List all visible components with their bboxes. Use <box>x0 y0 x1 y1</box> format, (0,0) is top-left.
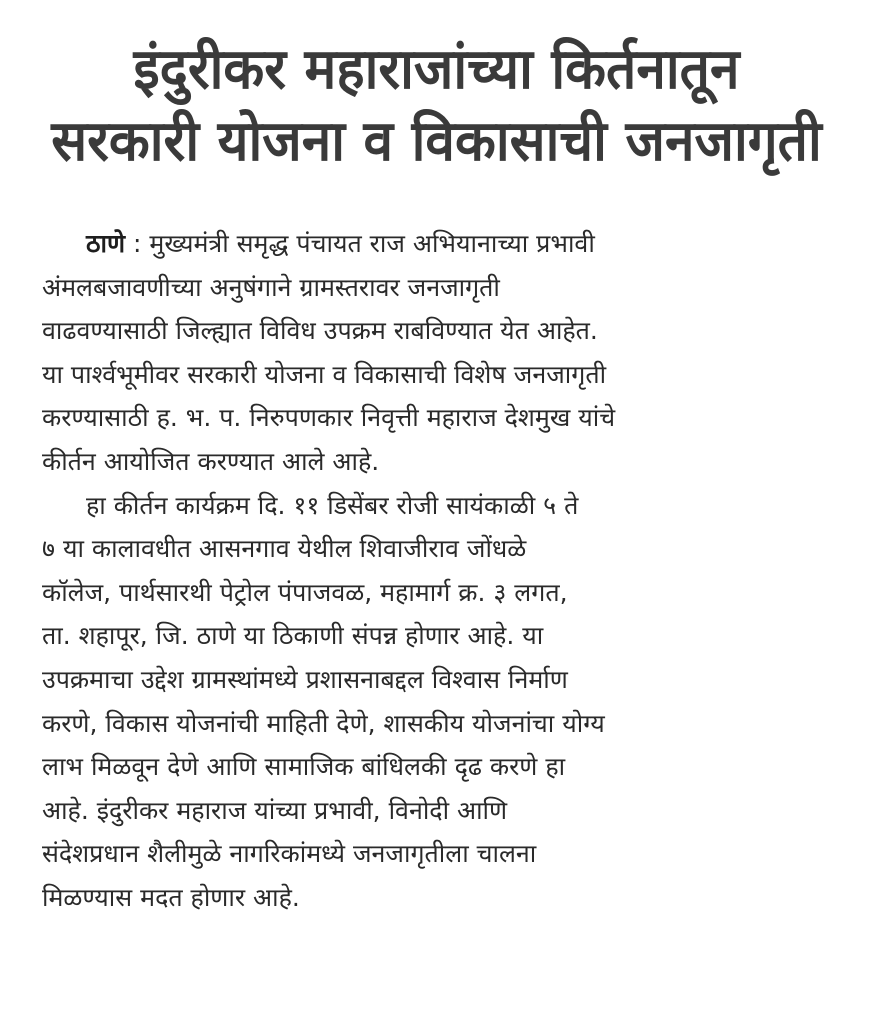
paragraph-2-line-8: आहे. इंदुरीकर महाराज यांच्या प्रभावी, विनोदी आणि <box>42 795 508 825</box>
paragraph-2-line-10: मिळण्यास मदत होणार आहे. <box>42 882 300 912</box>
paragraph-2-line-7: लाभ मिळवून देणे आणि सामाजिक बांधिलकी दृढ करणे हा <box>42 752 566 782</box>
paragraph-1-line-3: वाढवण्यासाठी जिल्ह्यात विविध उपक्रम राबविण्यात येत आहेत. <box>42 316 598 346</box>
headline-line-1: इंदुरीकर महाराजांच्या किर्तनातून <box>133 37 740 102</box>
paragraph-2-line-5: उपक्रमाचा उद्देश ग्रामस्थांमध्ये प्रशासनाबद्दल विश्वास निर्माण <box>42 664 568 694</box>
paragraph-2-line-3: कॉलेज, पार्थसारथी पेट्रोल पंपाजवळ, महामार्ग क्र. ३ लगत, <box>42 577 568 607</box>
paragraph-2-line-2: ७ या कालावधीत आसनगाव येथील शिवाजीराव जोंधळे <box>42 534 527 564</box>
paragraph-1-line-6: कीर्तन आयोजित करण्यात आले आहे. <box>42 446 380 476</box>
paragraph-2-line-9: संदेशप्रधान शैलीमुळे नागरिकांमध्ये जनजागृतीला चालना <box>42 839 537 869</box>
article-body <box>42 222 842 920</box>
paragraph-2-line-1: हा कीर्तन कार्यक्रम दि. ११ डिसेंबर रोजी सायंकाळी ५ ते <box>86 490 579 520</box>
paragraph-1-line-1 <box>42 222 842 266</box>
paragraph-1-line-1-text: : मुख्यमंत्री समृद्ध पंचायत राज अभियानाच्या प्रभावी <box>125 229 595 258</box>
paragraph-1-line-2: अंमलबजावणीच्या अनुषंगाने ग्रामस्तरावर जनजागृती <box>42 272 500 302</box>
paragraph-2-line-6: करणे, विकास योजनांची माहिती देणे, शासकीय योजनांचा योग्य <box>42 708 605 738</box>
paragraph-2-line-4: ता. शहापूर, जि. ठाणे या ठिकाणी संपन्न होणार आहे. या <box>42 621 544 651</box>
paragraph-1-line-4: या पार्श्वभूमीवर सरकारी योजना व विकासाची विशेष जनजागृती <box>42 359 607 389</box>
headline-line-2: सरकारी योजना व विकासाची जनजागृती <box>51 109 822 174</box>
headline <box>20 34 853 178</box>
dateline: ठाणे <box>86 229 126 258</box>
paragraph-1-line-5: करण्यासाठी ह. भ. प. निरुपणकार निवृत्ती महाराज देशमुख यांचे <box>42 403 616 433</box>
